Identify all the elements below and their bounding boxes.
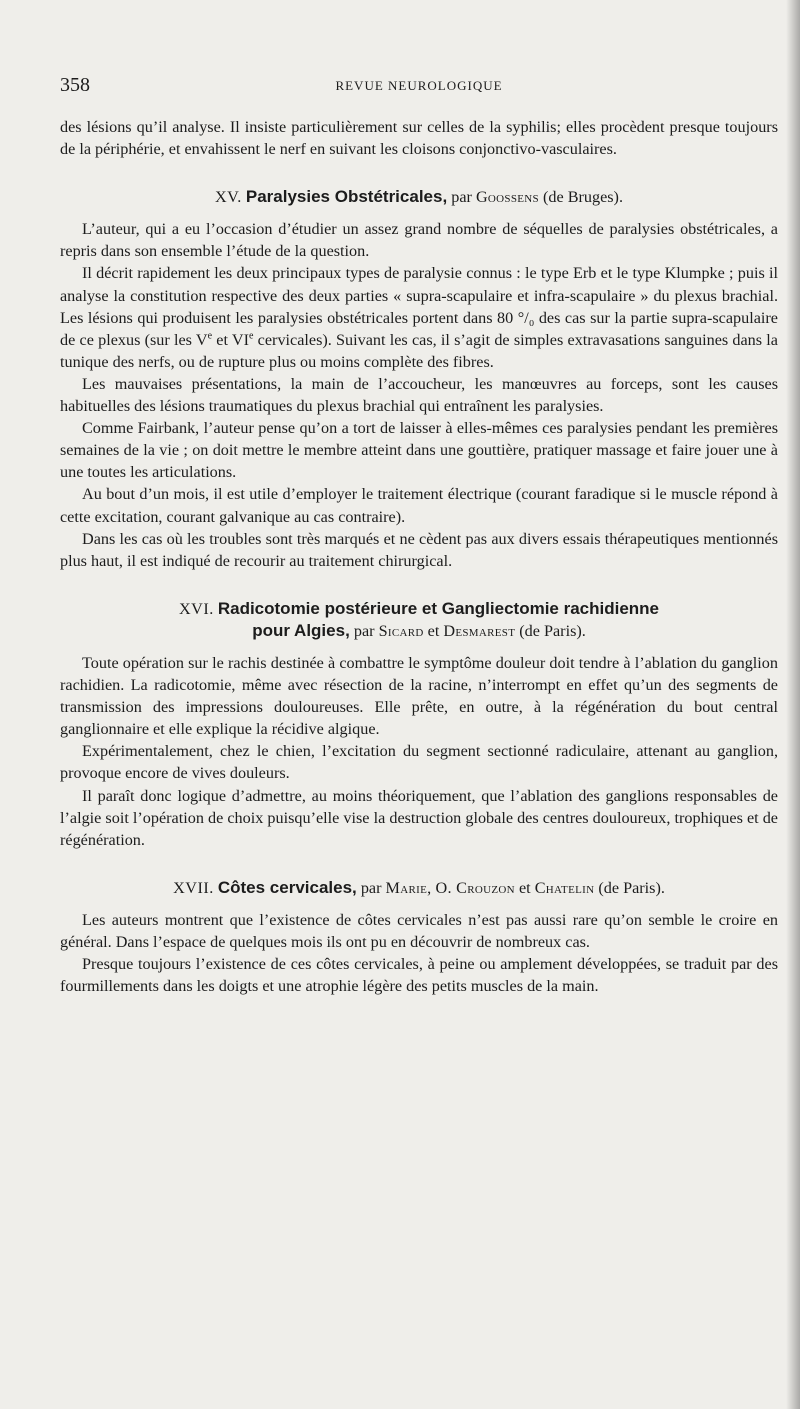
by-word: par	[451, 188, 472, 207]
text-run: Il décrit rapidement les deux principaux types de paralysie connus : le type Erb et le type Klumpke ; puis il analyse la constitution respective des deux parties « supra-scapulaire et infra-scapulaire » du plexus brachial. Les lésions qui produisent les paralysies obstétricales portent dans 80 °/₀ des cas sur la partie supra-scapulaire de ce plexus (sur les V	[60, 264, 778, 349]
text-run: cervicales). Suivant les cas, il s’agit de simples extravasations sanguines dans la tunique des nerfs, ou de rupture plus ou moins complète des fibres.	[60, 330, 778, 371]
section-title: Côtes cervicales,	[217, 877, 357, 897]
article-body	[60, 116, 778, 997]
by-word: par	[360, 878, 382, 897]
paragraph: Comme Fairbank, l’auteur pense qu’on a tort de laisser à elles-mêmes ces paralysies pendant les premières semaines de la vie ; on doit mettre le membre atteint dans une gouttière, pratiquer massage et faire jouer une à une toutes les articulations.	[60, 419, 778, 482]
superscript: e	[249, 330, 254, 342]
section-number: XVII.	[173, 878, 214, 897]
section-xv-heading	[60, 186, 778, 208]
running-head	[60, 74, 778, 98]
paragraph: Toute opération sur le rachis destinée à combattre le symptôme douleur doit tendre à l’ablation du ganglion rachidien. La radicotomie, même avec résection de la racine, n’interrompt en effet qu’un des segments de transmission des impressions douloureuses. Elle prête, en outre, à la régénération du bout central ganglionnaire et elle explique la récidive algique.	[60, 653, 778, 739]
paragraph: Expérimentalement, chez le chien, l’excitation du segment sectionné radiculaire, attenant au ganglion, provoque encore de vives douleurs.	[60, 742, 778, 783]
page-number: 358	[60, 74, 90, 96]
paragraph: Presque toujours l’existence de ces côtes cervicales, à peine ou amplement développées, se traduit par des fourmillements dans les doigts et une atrophie légère des petits muscles de la main.	[60, 955, 778, 996]
author-location: (de Paris).	[598, 878, 665, 897]
section-xvii-heading	[60, 877, 778, 899]
superscript: e	[207, 330, 213, 342]
paragraph: L’auteur, qui a eu l’occasion d’étudier un assez grand nombre de séquelles de paralysies obstétricales, a repris dans son ensemble l’étude de la question.	[60, 220, 778, 261]
author-location: (de Paris).	[519, 621, 586, 640]
journal-title: REVUE NEUROLOGIQUE	[335, 78, 503, 93]
paragraph: Au bout d’un mois, il est utile d’employer le traitement électrique (courant faradique si le muscle répond à cette excitation, courant galvanique au cas contraire).	[60, 485, 778, 526]
author-name: Desmarest	[443, 621, 516, 640]
author-name: Goossens	[475, 188, 539, 207]
author-name: Sicard	[378, 621, 424, 640]
section-title-continued: pour Algies,	[252, 620, 350, 640]
paragraph: Il paraît donc logique d’admettre, au moins théoriquement, que l’ablation des ganglions responsables de l’algie soit l’opération de choix puisqu’elle vise la destruction globale des centres douloureux, trophiques et de régénération.	[60, 786, 778, 849]
section-title: Paralysies Obstétricales,	[245, 187, 448, 207]
by-word: par	[353, 621, 375, 640]
text-run: et VI	[212, 330, 249, 349]
author-name: Chatelin	[534, 878, 595, 897]
page-edge-shadow	[786, 0, 800, 1409]
paragraph: Les mauvaises présentations, la main de l’accoucheur, les manœuvres au forceps, sont les causes habituelles des lésions traumatiques du plexus brachial qui entraînent les paralysies.	[60, 374, 778, 416]
author-name: Marie,	[385, 878, 432, 897]
author-name: O. Crouzon	[435, 878, 515, 897]
intro-paragraph: des lésions qu’il analyse. Il insiste particulièrement sur celles de la syphilis; elles procèdent presque toujours de la périphérie, et envahissent le nerf en suivant les cloisons conjonctivo-vasculaires.	[60, 118, 778, 159]
paragraph	[60, 262, 778, 372]
paragraph: Les auteurs montrent que l’existence de côtes cervicales n’est pas aussi rare qu’on semble le croire en général. Dans l’espace de quelques mois ils ont pu en découvrir de nombreux cas.	[60, 910, 778, 951]
and-word: et	[427, 621, 440, 640]
section-title: Radicotomie postérieure et Gangliectomie rachidienne	[217, 598, 660, 618]
section-number: XVI.	[178, 599, 214, 618]
and-word: et	[518, 878, 531, 897]
section-number: XV.	[214, 188, 242, 207]
paragraph: Dans les cas où les troubles sont très marqués et ne cèdent pas aux divers essais thérapeutiques mentionnés plus haut, il est indiqué de recourir au traitement chirurgical.	[60, 529, 778, 570]
author-location: (de Bruges).	[542, 188, 623, 207]
section-xvi-heading	[60, 598, 778, 642]
